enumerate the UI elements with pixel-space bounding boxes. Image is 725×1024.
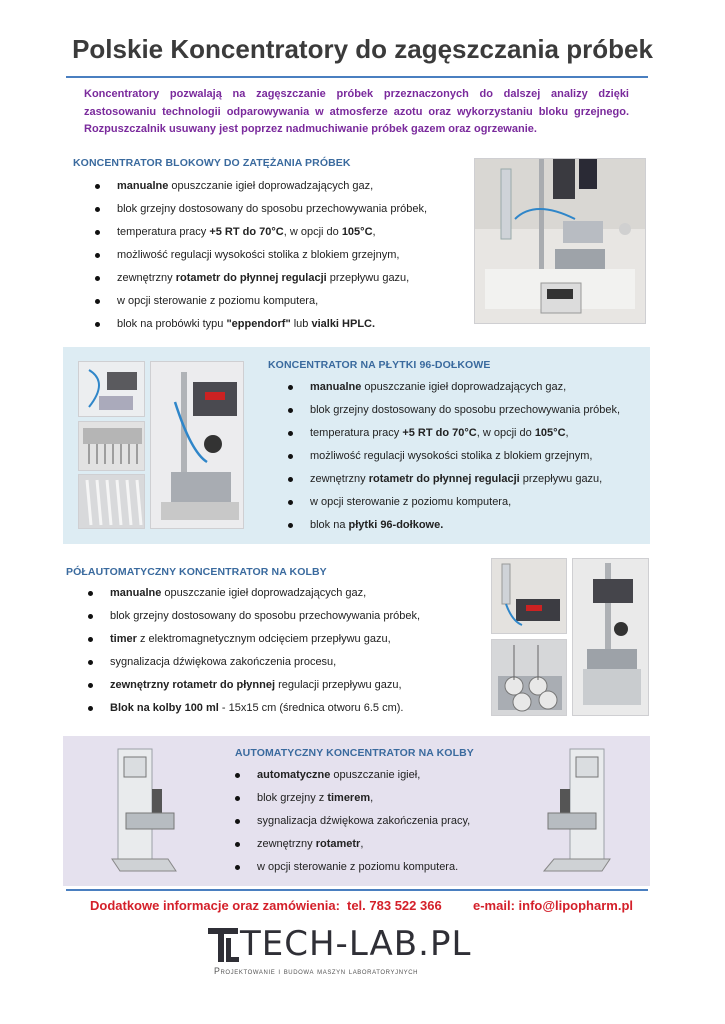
bullet-bold-text: Blok na kolby 100 ml: [110, 702, 219, 714]
bullet-text: z elektromagnetycznym odcięciem przepływu gazu,: [136, 633, 391, 645]
photo-block-concentrator: [474, 158, 646, 324]
bullet-bold-text: rotametr do płynnej regulacji: [175, 272, 327, 284]
contact-label: Dodatkowe informacje oraz zamówienia:: [90, 898, 340, 913]
bullet-text: ,: [370, 792, 374, 804]
section-list-block: [95, 175, 427, 336]
photo-96-plate-concentrator: [150, 361, 244, 529]
bullet-dot: [88, 706, 93, 711]
bullet-dot: [288, 408, 293, 413]
logo-name: TECH-LAB.PL: [240, 924, 472, 964]
bullet-text: opuszczanie igieł doprowadzających gaz,: [361, 381, 567, 393]
bullet-bold-text: "eppendorf": [226, 318, 291, 330]
bullet-text: - 15x15 cm (średnica otworu 6.5 cm).: [218, 702, 404, 714]
section-list-96-well: [288, 376, 620, 537]
bullet-item: [235, 764, 470, 787]
contact-phone[interactable]: tel. 783 522 366: [347, 898, 442, 913]
photo-96-plate-top: [78, 361, 145, 417]
bullet-text: blok grzejny dostosowany do sposobu przechowywania próbek,: [117, 203, 428, 215]
photo-96-plate-needles: [78, 421, 145, 471]
bullet-dot: [95, 230, 100, 235]
bullet-text: możliwość regulacji wysokości stolika z blokiem grzejnym,: [117, 249, 400, 261]
bullet-text: blok na: [310, 519, 349, 531]
bullet-item: [88, 697, 420, 720]
intro-paragraph: Koncentratory pozwalają na zagęszczanie próbek przeznaczonych do dalszej analizy dzięki zastosowaniu technologii odparowywania w atmosferze azotu oraz wykorzystaniu bloku grzejnego. Rozpuszczalnik usuwany jest poprzez nadmuchiwanie próbek gazem oraz ogrzewanie.: [84, 88, 629, 135]
bullet-item: [288, 445, 620, 468]
bullet-text: przepływu gazu,: [326, 272, 410, 284]
bullet-text: opuszczanie igieł doprowadzających gaz,: [161, 587, 367, 599]
bullet-text: blok na probówki typu: [117, 318, 227, 330]
bullet-text: zewnętrzny: [117, 272, 176, 284]
section-heading-96-well: KONCENTRATOR NA PŁYTKI 96-DOŁKOWE: [268, 359, 491, 371]
bullet-text: ,: [372, 226, 376, 238]
bullet-text: możliwość regulacji wysokości stolika z blokiem grzejnym,: [310, 450, 593, 462]
bullet-dot: [235, 842, 240, 847]
bullet-item: [235, 833, 470, 856]
bullet-text: zewnętrzny: [310, 473, 369, 485]
bullet-dot: [288, 454, 293, 459]
bullet-text: sygnalizacja dźwiękowa zakończenia pracy,: [257, 815, 471, 827]
bullet-text: temperatura pracy: [117, 226, 210, 238]
bullet-text: blok grzejny z: [257, 792, 328, 804]
bullet-item: [95, 221, 427, 244]
bullet-text: przepływu gazu,: [519, 473, 603, 485]
bullet-bold-text: automatyczne: [257, 769, 331, 781]
bullet-text: ,: [565, 427, 569, 439]
bullet-text: , w opcji do: [283, 226, 342, 238]
contact-email[interactable]: e-mail: info@lipopharm.pl: [473, 898, 634, 913]
bullet-item: [288, 376, 620, 399]
bullet-item: [88, 582, 420, 605]
bullet-item: [288, 514, 620, 537]
bullet-item: [88, 605, 420, 628]
bullet-text: opuszczanie igieł,: [330, 769, 421, 781]
bullet-dot: [235, 819, 240, 824]
bullet-dot: [88, 660, 93, 665]
bullet-dot: [288, 385, 293, 390]
bullet-dot: [88, 614, 93, 619]
bullet-item: [95, 244, 427, 267]
bullet-dot: [95, 253, 100, 258]
bullet-item: [235, 810, 470, 833]
bullet-text: w opcji sterowanie z poziomu komputera,: [310, 496, 512, 508]
bullet-dot: [235, 773, 240, 778]
bullet-dot: [88, 637, 93, 642]
section-list-semi-auto: [88, 582, 420, 720]
bullet-bold-text: manualne: [117, 180, 169, 192]
bullet-item: [95, 267, 427, 290]
bullet-item: [88, 651, 420, 674]
bullet-bold-text: manualne: [310, 381, 362, 393]
bullet-item: [95, 198, 427, 221]
bullet-bold-text: płytki 96-dołkowe.: [348, 519, 444, 531]
bullet-bold-text: 105°C: [534, 427, 566, 439]
bullet-item: [88, 674, 420, 697]
bullet-item: [95, 175, 427, 198]
bullet-dot: [88, 591, 93, 596]
bullet-dot: [288, 523, 293, 528]
bullet-item: [288, 399, 620, 422]
bullet-item: [95, 313, 427, 336]
photo-semi-auto-front: [491, 558, 567, 634]
bullet-dot: [288, 431, 293, 436]
logo-tagline: Projektowanie i budowa maszyn laboratoryjnych: [214, 966, 419, 976]
bullet-dot: [95, 322, 100, 327]
bullet-bold-text: zewnętrzny rotametr do płynnej: [110, 679, 276, 691]
photo-auto-right: [540, 743, 615, 881]
bullet-text: regulacji przepływu gazu,: [275, 679, 402, 691]
photo-semi-auto-flasks: [491, 639, 567, 716]
bullet-text: blok grzejny dostosowany do sposobu przechowywania próbek,: [110, 610, 421, 622]
bullet-text: , w opcji do: [476, 427, 535, 439]
bullet-bold-text: 105°C: [341, 226, 373, 238]
bullet-dot: [95, 299, 100, 304]
tech-lab-logo: [206, 920, 516, 980]
bullet-dot: [88, 683, 93, 688]
bullet-bold-text: rotametr do płynnej regulacji: [368, 473, 520, 485]
tech-lab-logo-mark: [206, 924, 240, 966]
bullet-bold-text: +5 RT do 70°C: [402, 427, 477, 439]
bullet-dot: [288, 500, 293, 505]
footer-rule: [66, 889, 648, 891]
bullet-text: sygnalizacja dźwiękowa zakończenia procesu,: [110, 656, 337, 668]
bullet-bold-text: vialki HPLC.: [311, 318, 376, 330]
bullet-dot: [95, 184, 100, 189]
bullet-dot: [235, 865, 240, 870]
title-rule: [66, 76, 648, 78]
section-heading-semi-auto: PÓŁAUTOMATYCZNY KONCENTRATOR NA KOLBY: [66, 566, 327, 578]
section-heading-block: KONCENTRATOR BLOKOWY DO ZATĘŻANIA PRÓBEK: [73, 157, 351, 169]
bullet-item: [88, 628, 420, 651]
bullet-bold-text: timerem: [327, 792, 371, 804]
bullet-dot: [95, 207, 100, 212]
bullet-text: blok grzejny dostosowany do sposobu przechowywania próbek,: [310, 404, 621, 416]
bullet-text: temperatura pracy: [310, 427, 403, 439]
bullet-text: lub: [290, 318, 312, 330]
bullet-item: [288, 468, 620, 491]
bullet-item: [288, 422, 620, 445]
bullet-dot: [235, 796, 240, 801]
bullet-text: ,: [360, 838, 364, 850]
bullet-dot: [95, 276, 100, 281]
bullet-bold-text: timer: [110, 633, 137, 645]
bullet-item: [288, 491, 620, 514]
photo-96-plate-tubes: [78, 474, 145, 529]
page-title: Polskie Koncentratory do zagęszczania próbek: [72, 34, 653, 64]
bullet-text: w opcji sterowanie z poziomu komputera,: [117, 295, 319, 307]
bullet-text: zewnętrzny: [257, 838, 316, 850]
bullet-text: w opcji sterowanie z poziomu komputera.: [257, 861, 459, 873]
section-heading-auto: AUTOMATYCZNY KONCENTRATOR NA KOLBY: [235, 747, 474, 759]
bullet-text: opuszczanie igieł doprowadzających gaz,: [168, 180, 374, 192]
section-list-auto: [235, 764, 470, 879]
photo-auto-left: [108, 743, 180, 881]
bullet-item: [235, 856, 470, 879]
bullet-bold-text: +5 RT do 70°C: [209, 226, 284, 238]
bullet-dot: [288, 477, 293, 482]
bullet-bold-text: rotametr: [315, 838, 361, 850]
photo-semi-auto-side: [572, 558, 649, 716]
bullet-item: [95, 290, 427, 313]
bullet-item: [235, 787, 470, 810]
bullet-bold-text: manualne: [110, 587, 162, 599]
